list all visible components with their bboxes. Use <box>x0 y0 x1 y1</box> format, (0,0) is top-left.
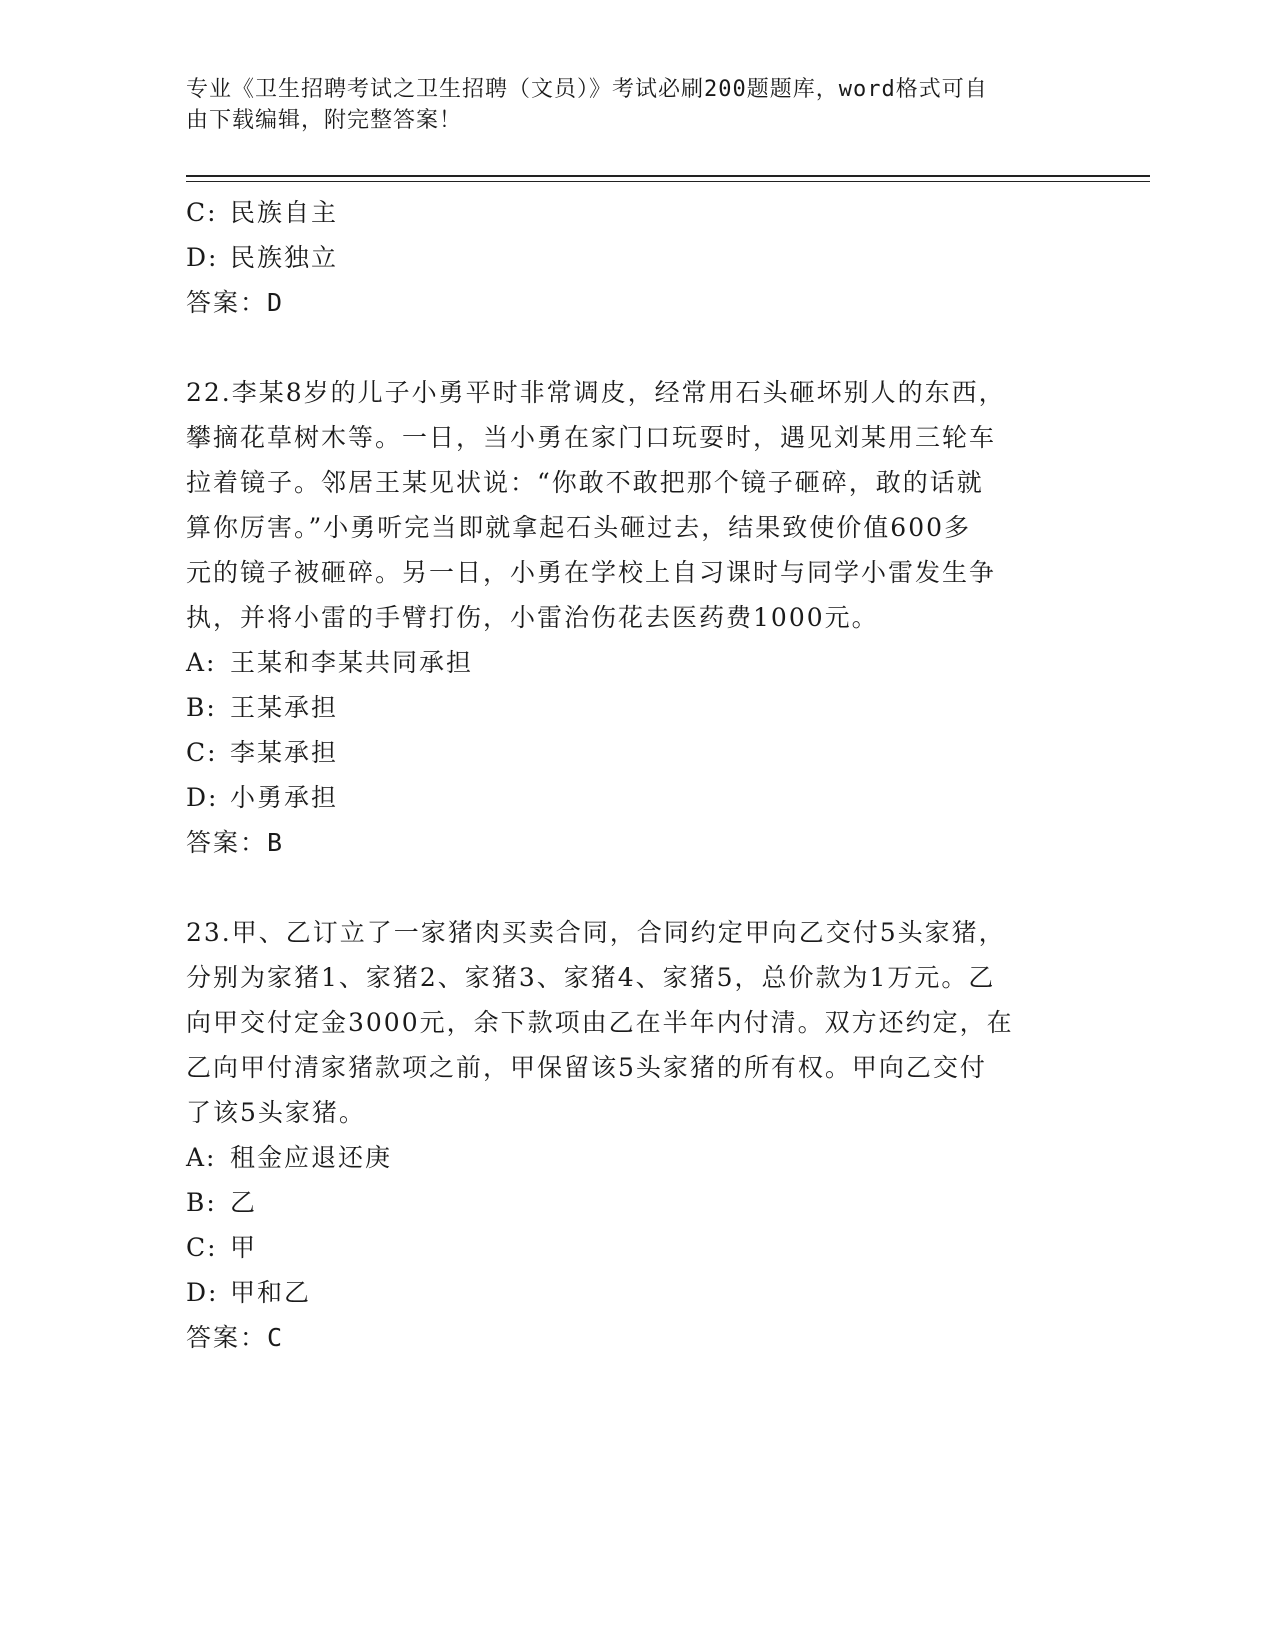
option-text: 乙 <box>230 1188 258 1217</box>
option-text: 小勇承担 <box>230 783 339 812</box>
answer-label: 答案： <box>186 828 268 857</box>
stem-line: 分别为家猪1、家猪2、家猪3、家猪4、家猪5，总价款为1万元。乙 <box>186 963 996 992</box>
question-22 <box>186 370 1086 865</box>
option-text: 王某承担 <box>230 693 339 722</box>
option-d <box>186 235 1086 280</box>
stem-line: 元的镜子被砸碎。另一日，小勇在学校上自习课时与同学小雷发生争 <box>186 558 997 587</box>
stem-line: 向甲交付定金3000元，余下款项由乙在半年内付清。双方还约定，在 <box>186 1008 1014 1037</box>
option-d <box>186 775 1086 820</box>
option-c <box>186 1225 1086 1270</box>
option-text: 李某承担 <box>230 738 339 767</box>
answer-value: D <box>267 288 285 317</box>
document-header <box>186 74 1056 136</box>
stem-line: 乙向甲付清家猪款项之前，甲保留该5头家猪的所有权。甲向乙交付 <box>186 1053 987 1082</box>
option-d <box>186 1270 1086 1315</box>
answer-value: B <box>267 828 285 857</box>
option-a <box>186 1135 1086 1180</box>
answer-line <box>186 1315 1086 1360</box>
spacer <box>186 865 1086 910</box>
answer-label: 答案： <box>186 288 268 317</box>
option-text: 王某和李某共同承担 <box>230 648 474 677</box>
answer-value: C <box>267 1323 285 1352</box>
option-letter: A: <box>186 1143 217 1172</box>
stem-line: 攀摘花草树木等。一日，当小勇在家门口玩耍时，遇见刘某用三轮车 <box>186 423 997 452</box>
option-text: 民族独立 <box>230 243 339 272</box>
option-b <box>186 1180 1086 1225</box>
answer-label: 答案： <box>186 1323 268 1352</box>
stem-line: 22.李某8岁的儿子小勇平时非常调皮，经常用石头砸坏别人的东西， <box>186 378 1006 407</box>
header-line-1: 专业《卫生招聘考试之卫生招聘（文员）》考试必刷200题题库，word格式可自 <box>186 77 988 102</box>
question-stem <box>186 370 1066 640</box>
option-letter: A: <box>186 648 217 677</box>
question-23 <box>186 910 1086 1360</box>
option-b <box>186 685 1086 730</box>
stem-line: 23.甲、乙订立了一家猪肉买卖合同，合同约定甲向乙交付5头家猪， <box>186 918 1006 947</box>
option-letter: C: <box>186 198 218 227</box>
document-body <box>186 190 1086 1360</box>
option-letter: B: <box>186 693 217 722</box>
spacer <box>186 325 1086 370</box>
option-c <box>186 190 1086 235</box>
option-letter: C: <box>186 738 218 767</box>
prev-question <box>186 190 1086 325</box>
option-letter: D: <box>186 243 219 272</box>
header-rule-thick <box>186 175 1150 177</box>
stem-line: 执，并将小雷的手臂打伤，小雷治伤花去医药费1000元。 <box>186 603 879 632</box>
option-text: 甲和乙 <box>230 1278 312 1307</box>
header-rule-thin <box>186 181 1150 182</box>
question-stem <box>186 910 1066 1135</box>
stem-line: 了该5头家猪。 <box>186 1098 366 1127</box>
option-letter: C: <box>186 1233 218 1262</box>
option-text: 租金应退还庚 <box>230 1143 393 1172</box>
option-c <box>186 730 1086 775</box>
option-a <box>186 640 1086 685</box>
option-text: 民族自主 <box>230 198 339 227</box>
answer-line <box>186 820 1086 865</box>
header-line-2: 由下载编辑，附完整答案！ <box>186 108 463 133</box>
stem-line: 算你厉害。”小勇听完当即就拿起石头砸过去，结果致使价值600多 <box>186 513 972 542</box>
answer-line <box>186 280 1086 325</box>
stem-line: 拉着镜子。邻居王某见状说：“你敢不敢把那个镜子砸碎，敢的话就 <box>186 468 984 497</box>
option-letter: D: <box>186 783 219 812</box>
option-text: 甲 <box>230 1233 258 1262</box>
option-letter: B: <box>186 1188 217 1217</box>
option-letter: D: <box>186 1278 219 1307</box>
